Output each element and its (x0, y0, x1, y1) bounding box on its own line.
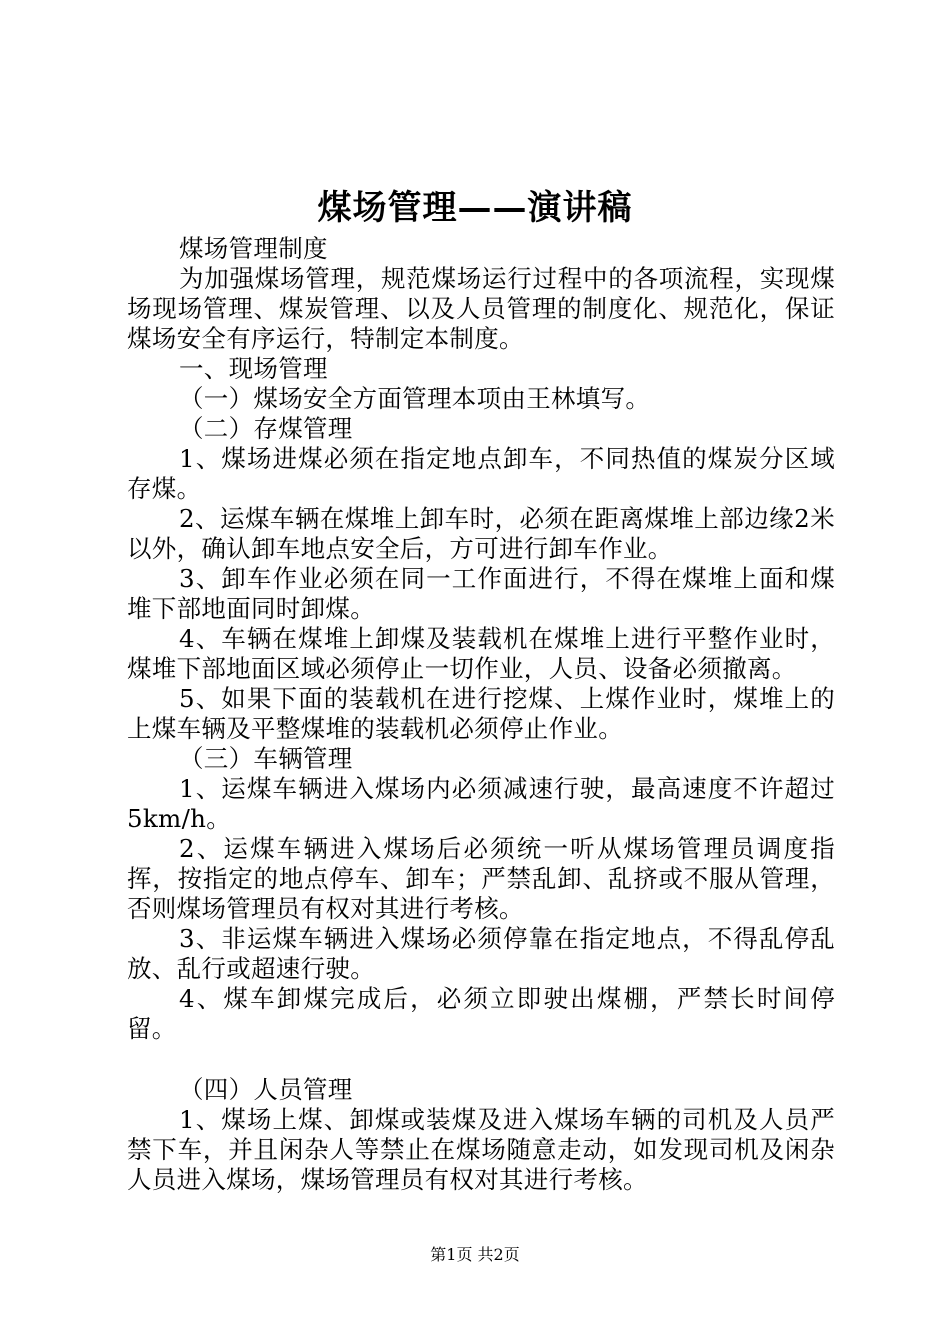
paragraph-vehicle-1: 1、运煤车辆进入煤场内必须减速行驶，最高速度不许超过5km/h。 (127, 774, 835, 833)
paragraph-vehicle-4: 4、煤车卸煤完成后，必须立即驶出煤棚，严禁长时间停留。 (127, 984, 835, 1043)
paragraph-storage-2: 2、运煤车辆在煤堆上卸车时，必须在距离煤堆上部边缘2米以外，确认卸车地点安全后，方可进行卸车作业。 (127, 504, 835, 563)
section-heading-site-management: 一、现场管理 (179, 354, 328, 383)
paragraph-storage-4: 4、车辆在煤堆上卸煤及装载机在煤堆上进行平整作业时，煤堆下部地面区域必须停止一切作业，人员、设备必须撤离。 (127, 624, 835, 683)
paragraph-storage-5: 5、如果下面的装载机在进行挖煤、上煤作业时，煤堆上的上煤车辆及平整煤堆的装载机必须停止作业。 (127, 684, 835, 743)
subsection-coal-storage: （二）存煤管理 (179, 414, 353, 443)
document-title: 煤场管理——演讲稿 (317, 188, 633, 228)
paragraph-personnel-1: 1、煤场上煤、卸煤或装煤及进入煤场车辆的司机及人员严禁下车，并且闲杂人等禁止在煤场随意走动，如发现司机及闲杂人员进入煤场，煤场管理员有权对其进行考核。 (127, 1105, 835, 1194)
paragraph-vehicle-2: 2、运煤车辆进入煤场后必须统一听从煤场管理员调度指挥，按指定的地点停车、卸车；严禁乱卸、乱挤或不服从管理，否则煤场管理员有权对其进行考核。 (127, 834, 835, 923)
paragraph-system-heading: 煤场管理制度 (179, 234, 328, 263)
paragraph-storage-1: 1、煤场进煤必须在指定地点卸车，不同热值的煤炭分区域存煤。 (127, 444, 835, 503)
subsection-vehicle-management: （三）车辆管理 (179, 744, 353, 773)
paragraph-storage-3: 3、卸车作业必须在同一工作面进行，不得在煤堆上面和煤堆下部地面同时卸煤。 (127, 564, 835, 623)
subsection-safety: （一）煤场安全方面管理本项由王林填写。 (179, 384, 651, 413)
document-body (127, 234, 835, 1195)
paragraph-vehicle-3: 3、非运煤车辆进入煤场必须停靠在指定地点，不得乱停乱放、乱行或超速行驶。 (127, 924, 835, 983)
page-footer: 第1页 共2页 (430, 1245, 520, 1264)
subsection-personnel-management: （四）人员管理 (179, 1075, 353, 1104)
paragraph-intro: 为加强煤场管理，规范煤场运行过程中的各项流程，实现煤场现场管理、煤炭管理、以及人员管理的制度化、规范化，保证煤场安全有序运行，特制定本制度。 (127, 264, 835, 353)
